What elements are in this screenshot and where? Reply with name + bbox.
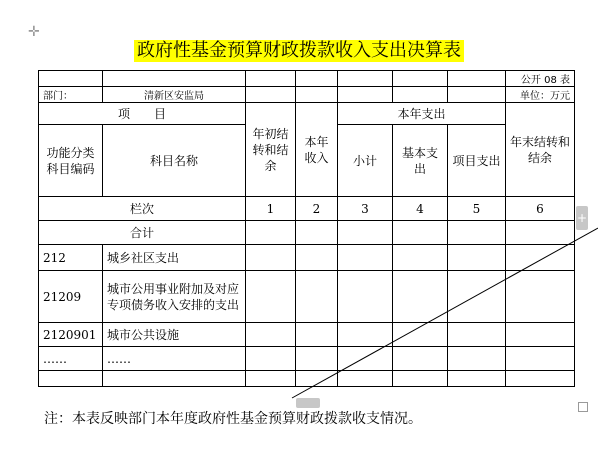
diagonal-line <box>292 228 598 398</box>
move-cross-icon[interactable]: ✛ <box>28 24 40 40</box>
row-name: 城市公共设施 <box>103 323 246 347</box>
column-number: 1 <box>246 197 296 221</box>
header-project: 项目支出 <box>448 125 506 197</box>
table-resize-handle[interactable] <box>296 398 320 408</box>
column-number: 2 <box>296 197 338 221</box>
form-code: 公开 08 表 <box>506 71 575 87</box>
column-number: 4 <box>393 197 448 221</box>
row-code: 212 <box>39 245 103 271</box>
column-number: 3 <box>338 197 393 221</box>
dept-name: 清新区安监局 <box>103 87 246 103</box>
column-row-label: 栏次 <box>39 197 246 221</box>
header-begin-balance: 年初结转和结余 <box>246 103 296 197</box>
header-income: 本年收入 <box>296 103 338 197</box>
header-basic: 基本支出 <box>393 125 448 197</box>
table-note: 注：本表反映部门本年度政府性基金预算财政拨款收支情况。 <box>44 411 422 427</box>
header-func-code: 功能分类科目编码 <box>39 125 103 197</box>
header-item: 项 目 <box>39 103 246 125</box>
header-subject-name: 科目名称 <box>103 125 246 197</box>
header-end-balance: 年末结转和结余 <box>506 103 575 197</box>
table-title: 政府性基金预算财政拨款收入支出决算表 <box>134 40 464 62</box>
column-number: 6 <box>506 197 575 221</box>
unit-label: 单位：万元 <box>506 87 575 103</box>
resize-corner-icon[interactable] <box>578 402 588 412</box>
row-code: 2120901 <box>39 323 103 347</box>
row-name: 城市公用事业附加及对应专项债务收入安排的支出 <box>103 271 246 323</box>
row-code: …… <box>39 347 103 371</box>
column-number: 5 <box>448 197 506 221</box>
row-name: …… <box>103 347 246 371</box>
dept-label: 部门： <box>39 87 103 103</box>
total-label: 合计 <box>39 221 246 245</box>
add-row-handle-icon[interactable]: + <box>576 206 588 230</box>
header-subtotal: 小计 <box>338 125 393 197</box>
header-expense-group: 本年支出 <box>338 103 506 125</box>
row-name: 城乡社区支出 <box>103 245 246 271</box>
row-code: 21209 <box>39 271 103 323</box>
